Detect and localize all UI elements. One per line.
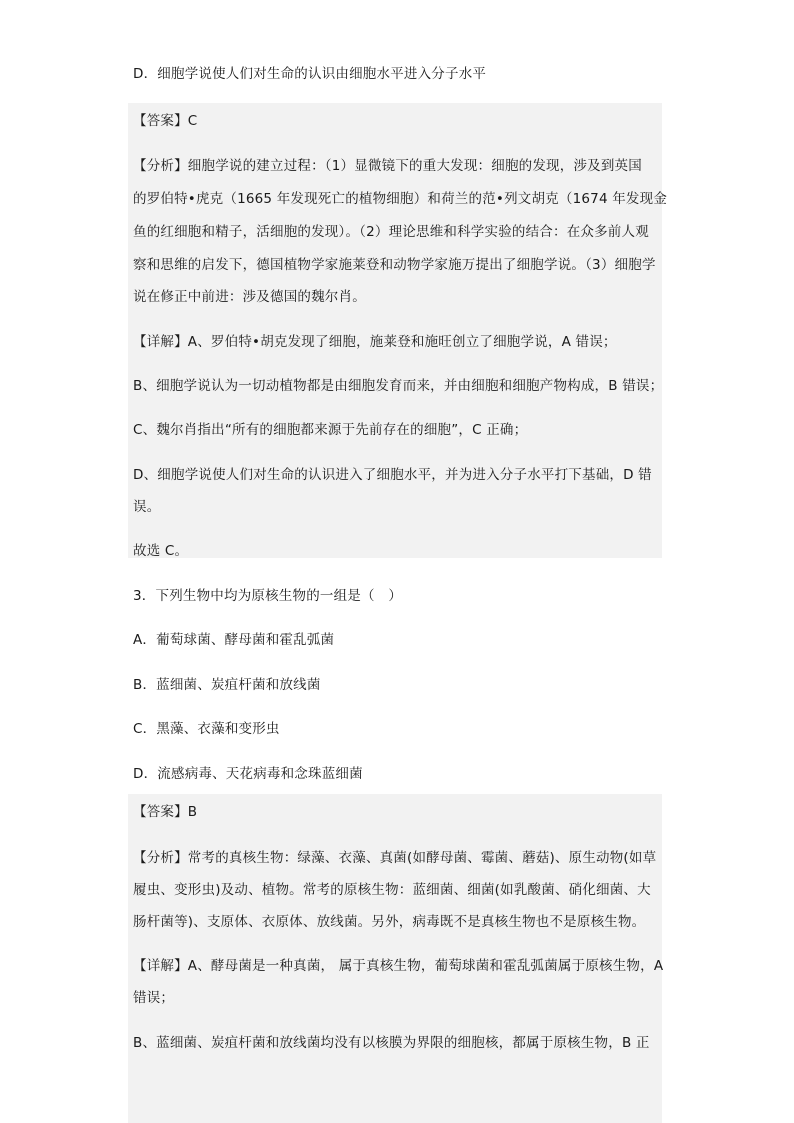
q3-option: D．流感病毒、天花病毒和念珠蓝细菌 (133, 766, 363, 782)
q2-detail-line: C、魏尔肖指出“所有的细胞都来源于先前存在的细胞”，C 正确； (133, 422, 528, 438)
q2-detail-line: 误。 (133, 499, 161, 515)
q2-analysis-line: 的罗伯特•虎克（1665 年发现死亡的植物细胞）和荷兰的范•列文胡克（1674 年发现金 (133, 191, 668, 207)
q2-analysis-line: 鱼的红细胞和精子，活细胞的发现）。（2）理论思维和科学实验的结合：在众多前人观 (133, 224, 649, 240)
q2-analysis-line: 说在修正中前进：涉及德国的魏尔肖。 (133, 289, 366, 305)
q3-detail-line: B、蓝细菌、炭疽杆菌和放线菌均没有以核膜为界限的细胞核，都属于原核生物，B 正 (133, 1035, 650, 1051)
q3-option: B．蓝细菌、炭疽杆菌和放线菌 (133, 677, 321, 693)
q3-analysis-line: 履虫、变形虫)及动、植物。常考的原核生物：蓝细菌、细菌(如乳酸菌、硝化细菌、大 (133, 882, 651, 898)
q3-detail-line: 【详解】A、酵母菌是一种真菌， 属于真核生物，葡萄球菌和霍乱弧菌属于原核生物，A (133, 958, 664, 974)
q2-detail-line: 【详解】A、罗伯特•胡克发现了细胞，施莱登和施旺创立了细胞学说，A 错误； (133, 334, 617, 350)
q2-conclusion: 故选 C。 (133, 543, 189, 559)
q3-stem: 3．下列生物中均为原核生物的一组是（ ） (133, 588, 403, 604)
q3-option: A．葡萄球菌、酵母菌和霍乱弧菌 (133, 632, 335, 648)
q2-detail-line: D、细胞学说使人们对生命的认识进入了细胞水平，并为进入分子水平打下基础，D 错 (133, 467, 652, 483)
q2-option-d: D．细胞学说使人们对生命的认识由细胞水平进入分子水平 (133, 66, 487, 82)
q2-analysis-line: 察和思维的启发下，德国植物学家施莱登和动物学家施万提出了细胞学说。（3）细胞学 (133, 257, 656, 273)
q2-answer: 【答案】C (133, 113, 198, 129)
q3-analysis-line: 【分析】常考的真核生物：绿藻、衣藻、真菌(如酵母菌、霉菌、蘑菇)、原生动物(如草 (133, 850, 657, 866)
q3-detail-line: 错误； (133, 990, 175, 1006)
q2-detail-line: B、细胞学说认为一切动植物都是由细胞发育而来，并由细胞和细胞产物构成，B 错误； (133, 378, 664, 394)
q3-option: C．黑藻、衣藻和变形虫 (133, 721, 280, 737)
q3-answer: 【答案】B (133, 804, 198, 820)
q2-analysis-line: 【分析】细胞学说的建立过程：（1）显微镜下的重大发现：细胞的发现，涉及到英国 (133, 158, 642, 174)
q3-analysis-line: 肠杆菌等)、支原体、衣原体、放线菌。另外，病毒既不是真核生物也不是原核生物。 (133, 914, 646, 930)
